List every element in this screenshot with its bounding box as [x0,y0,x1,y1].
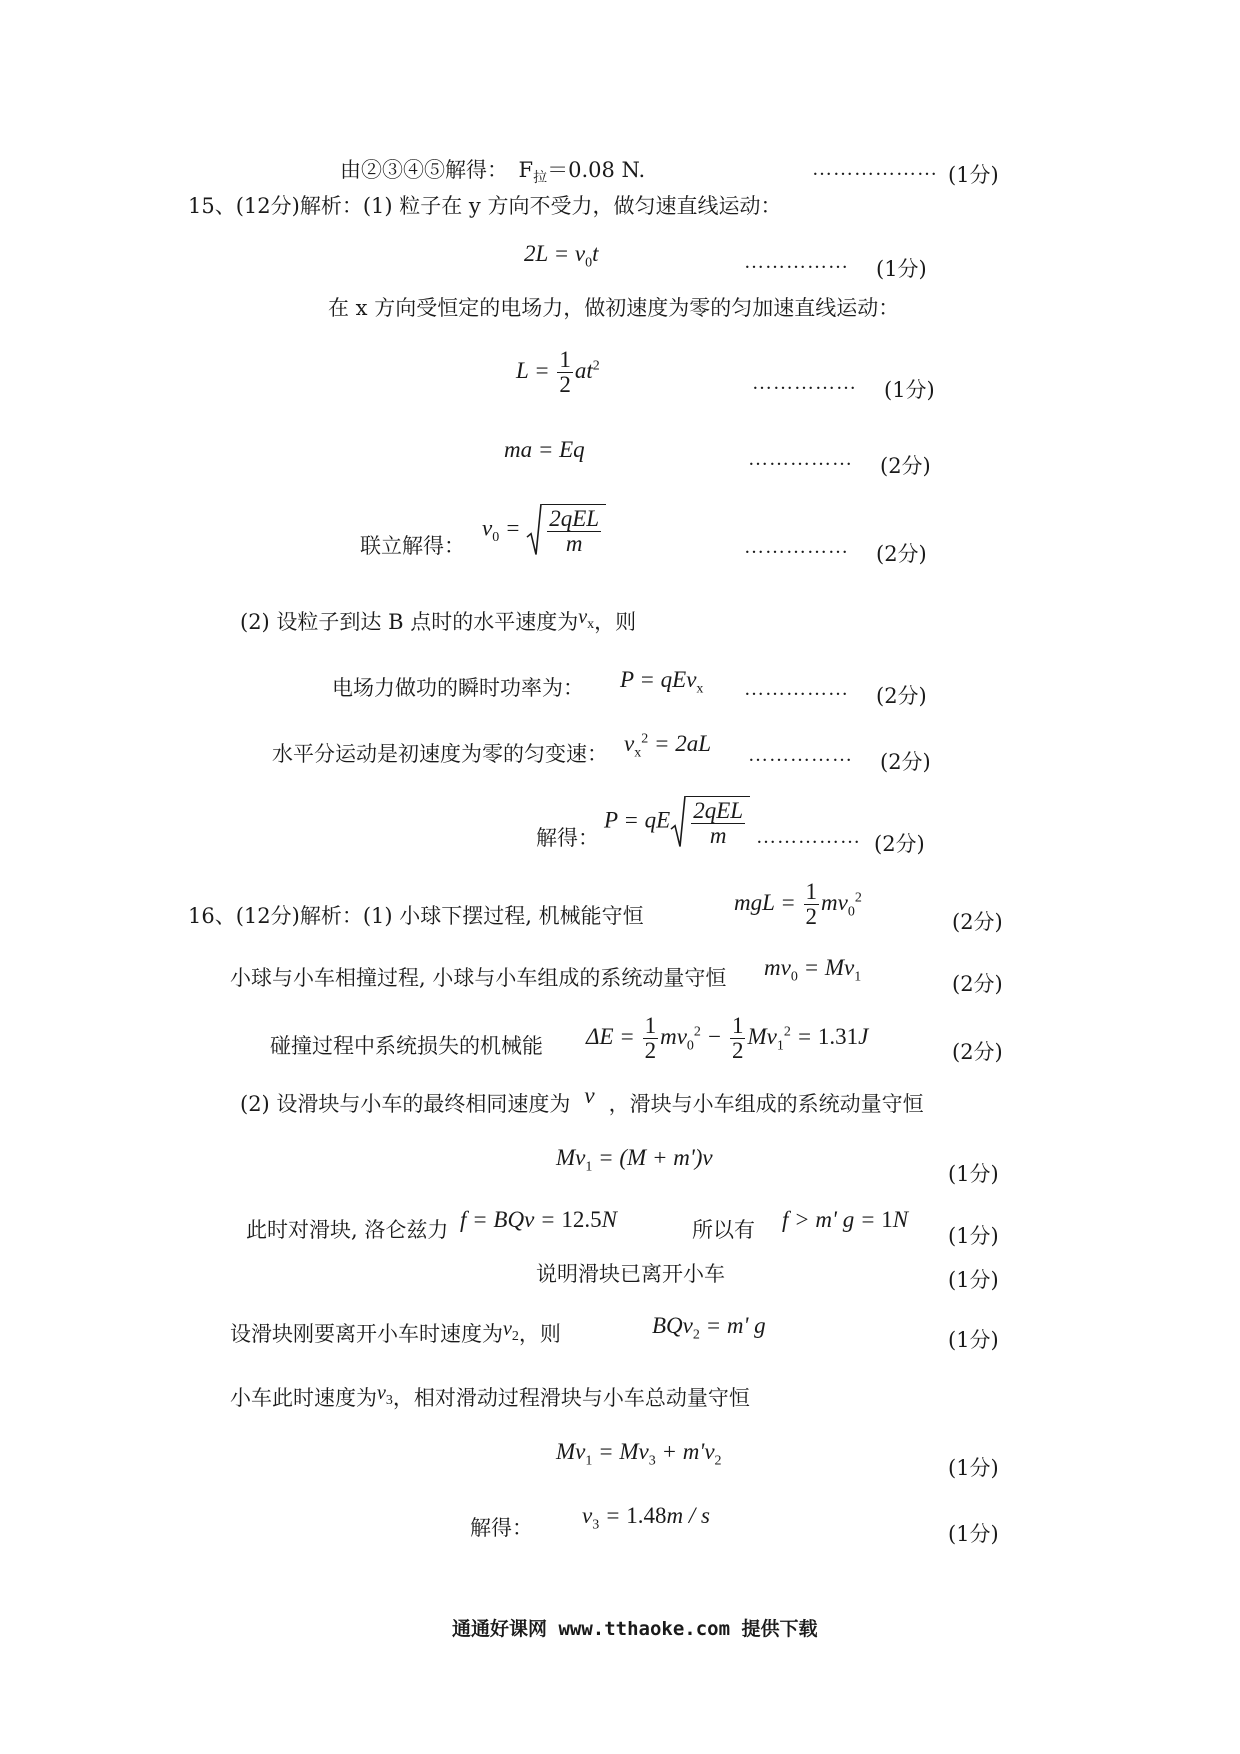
left-cart-text: 说明滑块已离开小车 [536,1262,725,1286]
equation-v3: $v_3 = 1.48m / s$ [582,1503,710,1533]
equation-delta-E: ΔE = $\frac{1}{2}$ $mv_0^2$ − $\frac{1}{2}$ $Mv_1^2 = 1.31J$ [586,1013,869,1064]
equation-2L: $2L = v_0t$ [524,241,599,271]
score: (1分) [948,1268,999,1292]
score: (1分) [948,163,999,187]
dots: …………… [752,372,857,394]
equation-compare: f > m' g = 1N [782,1207,909,1232]
score: (1分) [948,1224,999,1248]
result-line-1: 由②③④⑤解得： $F_拉=0.08$ N. [340,158,646,187]
score: (1分) [884,378,935,402]
dots: …………… [748,448,853,470]
footer-source: 通通好课网 www.tthaoke.com 提供下载 [452,1618,818,1640]
equation-momentum: $mv_0 = Mv_1$ [764,955,862,985]
score: (1分) [948,1522,999,1546]
v3-text: 小车此时速度为$v_3$，相对滑动过程滑块与小车总动量守恒 [230,1382,750,1410]
power-label: 电场力做功的瞬时功率为： [332,676,584,700]
score: (1分) [876,257,927,281]
equation-P-final: P = qE $\frac{\text{2qEL}}{m}$ [604,796,750,848]
equation-mgL: mgL = $\frac{1}{2}$ $mv_0^2$ [734,879,862,930]
question-16-header: 16、(12分)解析：(1) 小球下摆过程, 机械能守恒 [188,904,644,928]
score: (2分) [876,684,927,708]
dots: …………… [744,678,849,700]
energy-loss-text: 碰撞过程中系统损失的机械能 [270,1034,543,1058]
q16-part-2-text: (2) 设滑块与小车的最终相同速度为 v ，滑块与小车组成的系统动量守恒 [240,1083,924,1116]
lorentz-text: 此时对滑块, 洛仑兹力 [246,1218,449,1242]
collision-text: 小球与小车相撞过程, 小球与小车组成的系统动量守恒 [230,966,727,990]
horizontal-label: 水平分运动是初速度为零的匀变速： [272,742,608,766]
x-direction-text: 在 x 方向受恒定的电场力，做初速度为零的匀加速直线运动： [328,296,900,320]
equation-common-velocity: $Mv_1 = (M + m')v$ [556,1145,713,1175]
equation-total-momentum: $Mv_1 = Mv_3 + m'v_2$ [556,1439,722,1469]
dots: …………… [744,251,849,273]
question-15-header: 15、(12分)解析：(1) 粒子在 y 方向不受力，做匀速直线运动： [188,194,782,218]
part-2-text: (2) 设粒子到达 B 点时的水平速度为$v_x$，则 [240,606,637,634]
solve-label: 解得： [536,826,599,850]
score: (2分) [874,832,925,856]
score: (2分) [876,542,927,566]
score: (1分) [948,1328,999,1352]
dots: …………… [756,826,861,848]
equation-v0: $v_0$ = $\frac{\text{2qEL}}{m}$ [482,504,606,556]
equation-v2: BQv$_2$ = m' g [652,1313,766,1343]
score: (2分) [880,750,931,774]
score: (2分) [952,1040,1003,1064]
q16-solve-label: 解得： [470,1516,533,1540]
score: (2分) [952,972,1003,996]
combine-label: 联立解得： [360,534,465,558]
equation-P-qEvx: P = qEv$_x$ [620,667,704,697]
score: (2分) [952,910,1003,934]
score: (1分) [948,1162,999,1186]
score: (2分) [880,454,931,478]
equation-vx2-2aL: $v_x^2 = 2aL$ [624,731,712,761]
v2-text: 设滑块刚要离开小车时速度为$v_2$，则 [230,1318,561,1346]
dots: …………… [748,744,853,766]
equation-ma-Eq: ma = Eq [504,437,585,462]
score: (1分) [948,1456,999,1480]
dots: ……………… [812,158,938,180]
so-text: 所以有 [692,1218,755,1242]
equation-L-half-at2: L = $\frac{1}{2}$ $at^2$ [516,347,600,398]
dots: …………… [744,536,849,558]
equation-lorentz: f = BQv = 12.5N [460,1207,617,1232]
